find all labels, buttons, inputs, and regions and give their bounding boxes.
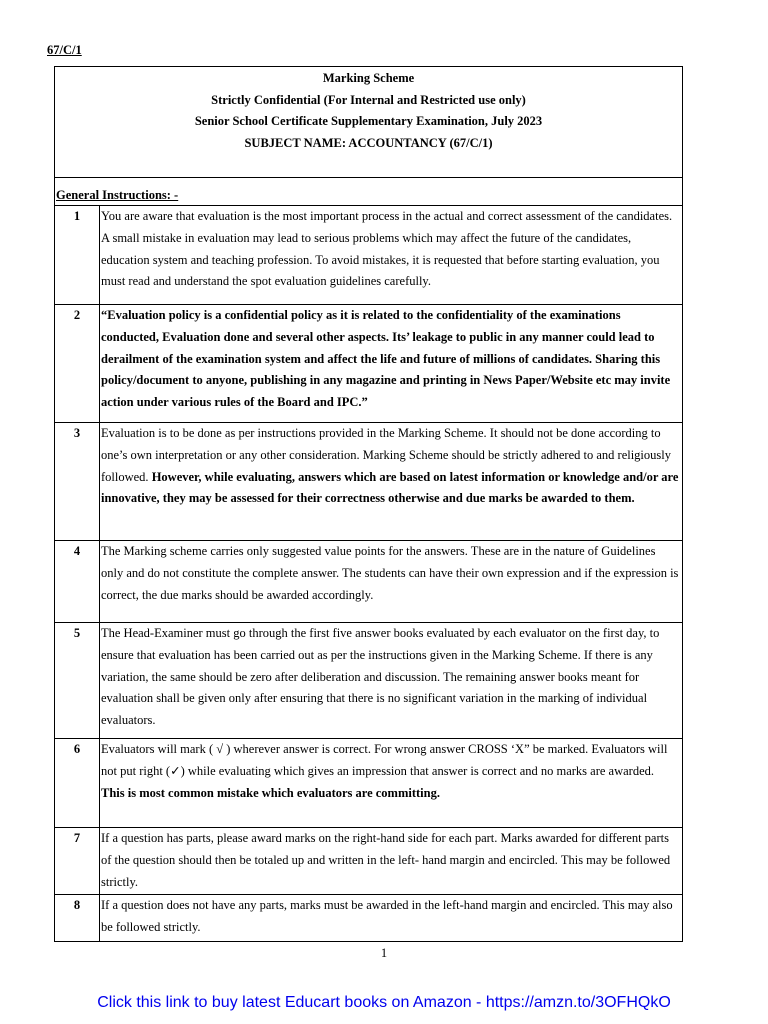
instruction-text-part: The Marking scheme carries only suggested value points for the answers. These are in the nature of Guidelines only and do not constitute the complete answer. The students can have their own expression and if the expression is correct, the due marks should be awarded accordingly. xyxy=(101,544,679,602)
instruction-text-part-bold: This is most common mistake which evaluators are committing. xyxy=(101,785,440,800)
amazon-promo-link[interactable]: Click this link to buy latest Educart books on Amazon - https://amzn.to/3OFHQkO xyxy=(97,994,671,1011)
instruction-number: 1 xyxy=(55,206,100,304)
instruction-row xyxy=(55,423,682,541)
instruction-text xyxy=(100,895,682,941)
instruction-text-part: If a question has parts, please award marks on the right-hand side for each part. Marks awarded for different parts of the question should then be totaled up and written in the left- hand margin and encircled. This may be followed strictly. xyxy=(101,831,671,889)
instruction-text-part: Evaluation is to be done as per instructions provided in the Marking Scheme. It should not be done according to one’s own interpretation or any other consideration. Marking Scheme should be strictly adhered to and religiously followed. xyxy=(101,426,671,484)
instruction-text xyxy=(100,305,682,422)
general-instructions-heading xyxy=(55,178,682,206)
instruction-number: 5 xyxy=(55,623,100,738)
instruction-text xyxy=(100,623,682,738)
header-subject: SUBJECT NAME: ACCOUNTANCY (67/C/1) xyxy=(244,136,493,151)
instruction-row xyxy=(55,305,682,423)
instruction-text xyxy=(100,423,682,540)
instruction-text-part: Evaluators will mark ( √ ) wherever answer is correct. For wrong answer CROSS ‘X” be marked. Evaluators will not put right (✓) while evaluating which gives an impression that answer is correct and no marks are awarded. xyxy=(101,742,668,778)
instruction-number: 7 xyxy=(55,828,100,894)
page-number: 1 xyxy=(380,946,388,960)
header-exam: Senior School Certificate Supplementary Examination, July 2023 xyxy=(194,114,543,129)
instruction-text xyxy=(100,541,682,622)
instruction-row xyxy=(55,739,682,828)
instruction-row xyxy=(55,206,682,305)
header-title: Marking Scheme xyxy=(322,71,415,85)
instruction-text xyxy=(100,206,682,304)
instruction-text-part: If a question does not have any parts, marks must be awarded in the left-hand margin and encircled. This may also be followed strictly. xyxy=(101,898,673,934)
instruction-row xyxy=(55,828,682,895)
instruction-number: 6 xyxy=(55,739,100,827)
instruction-text-part: You are aware that evaluation is the most important process in the actual and correct assessment of the candidates. A small mistake in evaluation may lead to serious problems which may affect the future of the candidates, education system and teaching profession. To avoid mistakes, it is requested that before starting evaluation, you must read and understand the spot evaluation guidelines carefully. xyxy=(101,209,673,289)
instruction-text-part: The Head-Examiner must go through the first five answer books evaluated by each evaluator on the first day, to ensure that evaluation has been carried out as per the instructions given in the Marking Scheme. If there is any variation, the same should be zero after deliberation and discussion. The remaining answer books meant for evaluation shall be given only after ensuring that there is no significant variation in the marking of individual evaluators. xyxy=(101,626,660,728)
instruction-number: 3 xyxy=(55,423,100,540)
general-instructions-label: General Instructions: - xyxy=(56,188,179,202)
instruction-text xyxy=(100,828,682,894)
instruction-number: 2 xyxy=(55,305,100,422)
instruction-number: 4 xyxy=(55,541,100,622)
marking-scheme-table xyxy=(54,66,683,942)
header-confidential: Strictly Confidential (For Internal and Restricted use only) xyxy=(211,92,526,107)
instruction-row xyxy=(55,895,682,941)
instruction-text-part: “Evaluation policy is a confidential policy as it is related to the confidentiality of the examinations conducted, Evaluation done and several other aspects. Its’ leakage to public in any manner could lead to derailment of the examination system and affect the life and future of millions of candidates. Sharing this policy/document to anyone, publishing in any magazine and printing in News Paper/Website etc may invite action under various rules of the Board and IPC.” xyxy=(101,308,671,410)
instruction-row xyxy=(55,623,682,739)
instruction-number: 8 xyxy=(55,895,100,941)
instruction-text xyxy=(100,739,682,827)
document-code: 67/C/1 xyxy=(47,43,82,57)
instruction-row xyxy=(55,541,682,623)
instruction-text-part-bold: However, while evaluating, answers which are based on latest information or knowledge and/or are innovative, they may be assessed for their correctness otherwise and due marks be awarded to them. xyxy=(101,469,679,506)
header-block xyxy=(55,67,682,178)
